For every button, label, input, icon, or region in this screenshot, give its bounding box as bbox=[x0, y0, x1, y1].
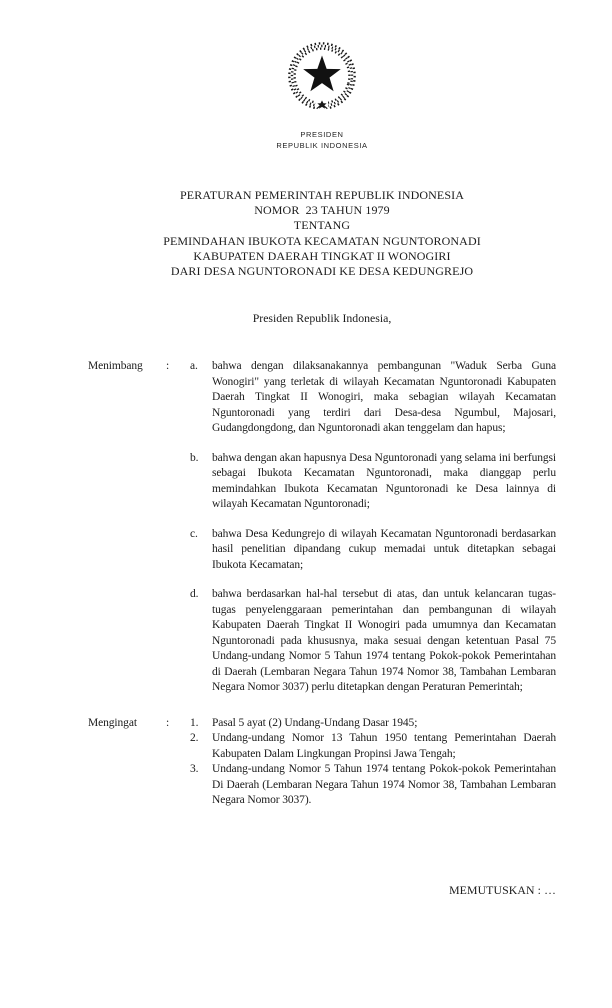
list-item bbox=[190, 359, 556, 437]
list-item-text: bahwa Desa Kedungrejo di wilayah Kecamatan Nguntoronadi berdasarkan hasil penelitian dipandang cukup memadai untuk ditetapkan sebagai Ibukota Kecamatan; bbox=[212, 527, 556, 571]
document-header bbox=[88, 38, 556, 151]
list-marker: c. bbox=[190, 527, 198, 540]
menimbang-items bbox=[190, 359, 556, 696]
section-label: Mengingat bbox=[88, 716, 137, 729]
list-item-text: Pasal 5 ayat (2) Undang-Undang Dasar 1945; bbox=[212, 716, 418, 729]
preamble-sections bbox=[88, 359, 556, 809]
list-marker: a. bbox=[190, 360, 198, 373]
title-line: PEMINDAHAN IBUKOTA KECAMATAN NGUNTORONADI bbox=[163, 233, 481, 248]
list-item bbox=[190, 451, 556, 513]
seal-caption-line-presiden: PRESIDEN bbox=[300, 130, 344, 139]
list-item-text: bahwa dengan akan hapusnya Desa Nguntoronadi yang selama ini berfungsi sebagai Ibukota Kecamatan Nguntoronadi, maka dianggap perlu memindahkan Ibukota Kecamatan Nguntoronadi ke Desa lainnya di wilayah Kecamatan Nguntoronadi; bbox=[212, 451, 556, 511]
title-line: NOMOR 23 TAHUN 1979 bbox=[254, 203, 390, 218]
list-item-text: bahwa dengan dilaksanakannya pembangunan "Waduk Serba Guna Wonogiri" yang terletak di wilayah Kecamatan Nguntoronadi Kabupaten Daerah Tingkat II Wonogiri, maka sebagian wilayah Kecamatan Nguntoronadi yang terdiri dari Desa-desa Ngumbul, Majosari, Gudangdongdong, dan Nguntoronadi akan tenggelam dan hapus; bbox=[212, 360, 556, 435]
list-marker: d. bbox=[190, 588, 199, 601]
seal-caption bbox=[88, 129, 556, 151]
list-item-text: Undang-undang Nomor 13 Tahun 1950 tentang Pemerintahan Daerah Kabupaten Dalam Lingkungan Propinsi Jawa Tengah; bbox=[212, 732, 556, 760]
regulation-title bbox=[88, 188, 556, 279]
list-marker: 3. bbox=[190, 763, 199, 776]
section-colon: : bbox=[166, 716, 170, 729]
list-marker: 1. bbox=[190, 716, 199, 729]
list-item bbox=[190, 527, 556, 574]
list-marker: 2. bbox=[190, 732, 199, 745]
list-item-text: bahwa berdasarkan hal-hal tersebut di atas, dan untuk kelancaran tugas-tugas penyelenggaraan pemerintahan dan pembangunan di wilayah Kabupaten Daerah Tingkat II Wonogiri pada umumnya dan Kecamatan Nguntoronadi pada khususnya, maka sesuai dengan ketentuan Pasal 75 Undang-undang Nomor 5 Tahun 1974 tentang Pokok-pokok Pemerintahan di Daerah (Lembaran Negara Tahun 1974 Nomor 38, Tambahan Lembaran Negara Nomor 3037) perlu ditetapkan dengan Peraturan Pemerintah; bbox=[212, 588, 556, 694]
presidential-star-wreath-seal-icon bbox=[284, 38, 360, 114]
seal-caption-line-republik: REPUBLIK INDONESIA bbox=[276, 141, 368, 150]
memutuskan-continuation: MEMUTUSKAN : … bbox=[449, 882, 556, 897]
list-marker: b. bbox=[190, 451, 199, 464]
section-menimbang bbox=[88, 359, 556, 696]
mengingat-items bbox=[190, 716, 556, 809]
title-line: TENTANG bbox=[293, 218, 351, 233]
section-label: Menimbang bbox=[88, 360, 143, 373]
section-colon: : bbox=[166, 360, 170, 373]
list-item bbox=[190, 762, 556, 809]
title-line: KABUPATEN DAERAH TINGKAT II WONOGIRI bbox=[193, 248, 451, 263]
list-item-text: Undang-undang Nomor 5 Tahun 1974 tentang Pokok-pokok Pemerintahan Di Daerah (Lembaran Negara Tahun 1974 Nomor 38, Tambahan Lembaran Negara Nomor 3037). bbox=[212, 763, 556, 807]
list-item bbox=[190, 731, 556, 762]
section-mengingat bbox=[88, 716, 556, 809]
salutation: Presiden Republik Indonesia, bbox=[252, 311, 392, 326]
list-item bbox=[190, 716, 556, 732]
list-item bbox=[190, 587, 556, 696]
title-line: DARI DESA NGUNTORONADI KE DESA KEDUNGREJO bbox=[170, 264, 474, 279]
title-line: PERATURAN PEMERINTAH REPUBLIK INDONESIA bbox=[180, 188, 464, 202]
